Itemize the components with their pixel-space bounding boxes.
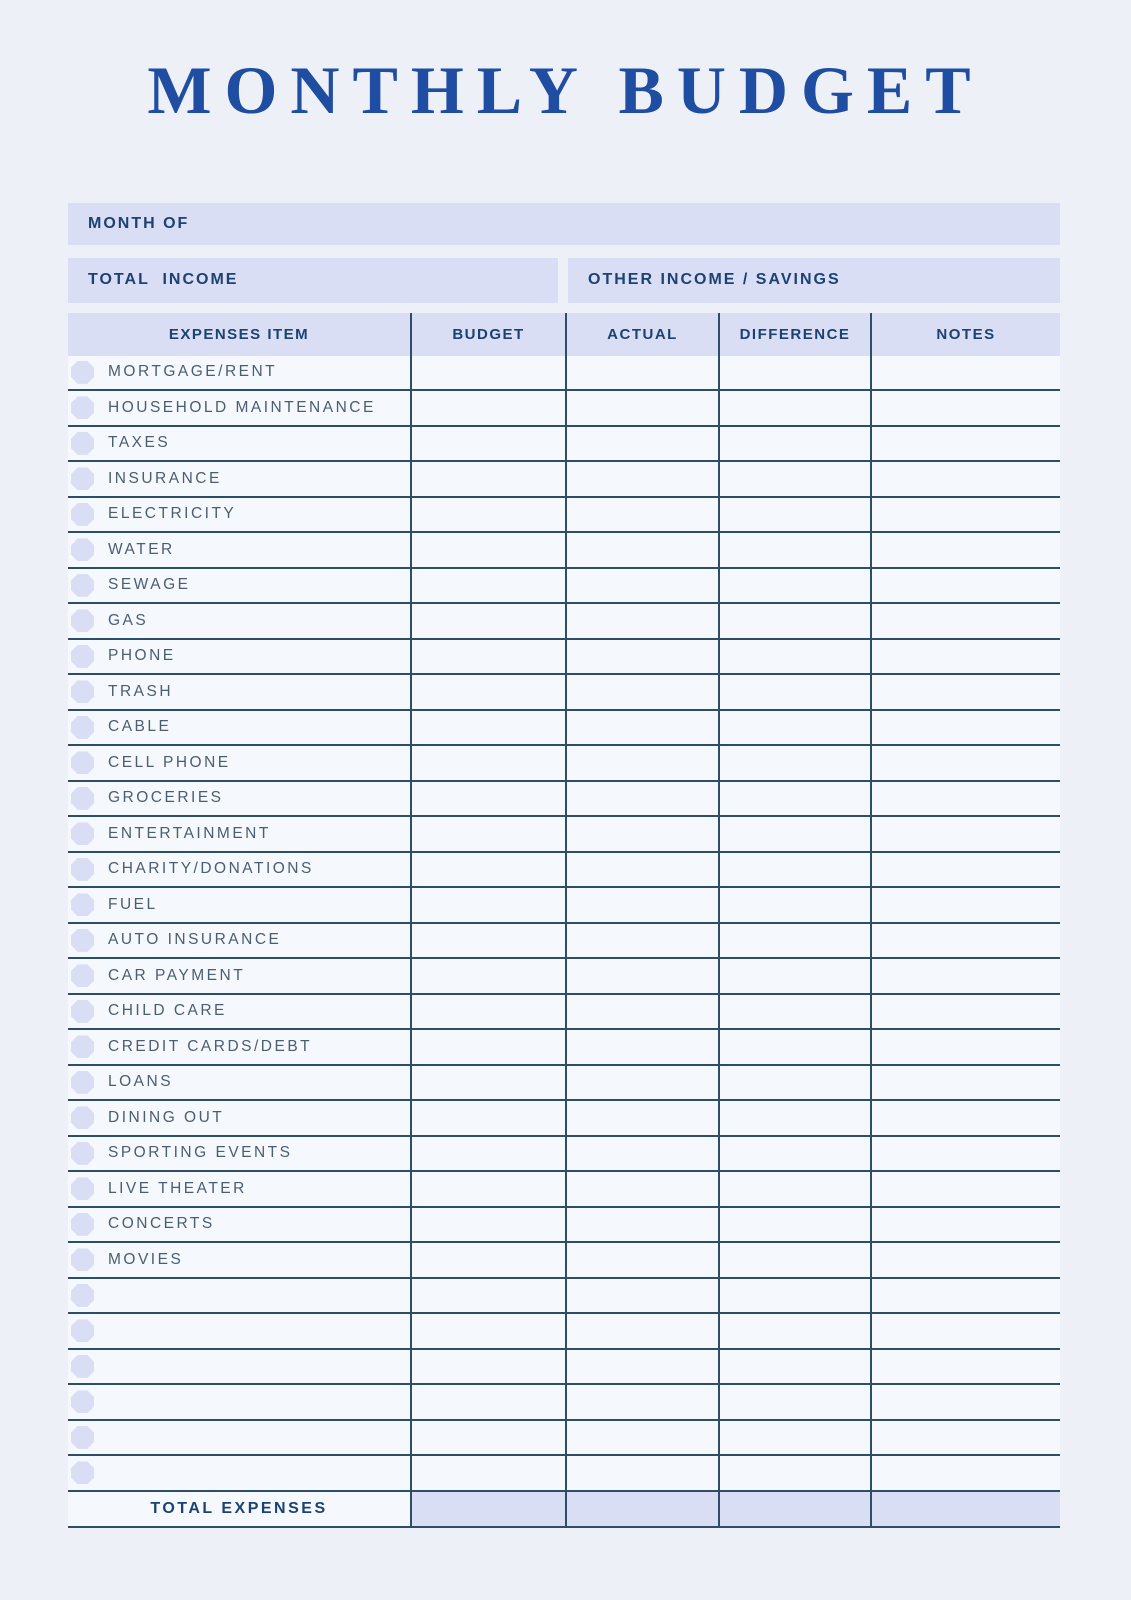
table-row (68, 1385, 1060, 1421)
expense-item-cell (68, 1350, 410, 1384)
total-budget-cell[interactable] (410, 1492, 565, 1526)
bullet-icon (71, 1106, 94, 1129)
notes-cell[interactable] (870, 1456, 1060, 1490)
expense-item-label: WATER (108, 540, 175, 558)
budget-cell[interactable] (410, 782, 565, 816)
notes-cell[interactable] (870, 1030, 1060, 1064)
table-row (68, 995, 1060, 1031)
column-header-difference: DIFFERENCE (718, 313, 870, 356)
expense-item-cell (68, 675, 410, 709)
difference-cell[interactable] (718, 1421, 870, 1455)
expense-item-cell (68, 640, 410, 674)
difference-cell[interactable] (718, 924, 870, 958)
notes-cell[interactable] (870, 356, 1060, 390)
difference-cell[interactable] (718, 498, 870, 532)
budget-cell[interactable] (410, 1350, 565, 1384)
expense-item-label: GROCERIES (108, 789, 224, 807)
budget-cell[interactable] (410, 995, 565, 1029)
bullet-icon (71, 538, 94, 561)
expense-item-label: CREDIT CARDS/DEBT (108, 1037, 313, 1055)
expense-item-cell (68, 1030, 410, 1064)
actual-cell[interactable] (565, 1279, 718, 1313)
budget-cell[interactable] (410, 498, 565, 532)
table-row (68, 1208, 1060, 1244)
table-row (68, 1066, 1060, 1102)
expense-item-cell (68, 995, 410, 1029)
difference-cell[interactable] (718, 1456, 870, 1490)
expense-item-cell (68, 1314, 410, 1348)
expense-item-cell (68, 1172, 410, 1206)
actual-cell[interactable] (565, 1421, 718, 1455)
actual-cell[interactable] (565, 746, 718, 780)
budget-cell[interactable] (410, 640, 565, 674)
total-actual-cell[interactable] (565, 1492, 718, 1526)
bullet-icon (71, 716, 94, 739)
bullet-icon (71, 1284, 94, 1307)
expense-item-label: FUEL (108, 895, 158, 913)
actual-cell[interactable] (565, 1208, 718, 1242)
total-expenses-row (68, 1492, 1060, 1528)
budget-cell[interactable] (410, 959, 565, 993)
bullet-icon (71, 1248, 94, 1271)
expense-item-cell (68, 1456, 410, 1490)
difference-cell[interactable] (718, 427, 870, 461)
difference-cell[interactable] (718, 888, 870, 922)
difference-cell[interactable] (718, 782, 870, 816)
notes-cell[interactable] (870, 1208, 1060, 1242)
actual-cell[interactable] (565, 1243, 718, 1277)
expense-item-label: ENTERTAINMENT (108, 824, 271, 842)
bullet-icon (71, 1390, 94, 1413)
actual-cell[interactable] (565, 533, 718, 567)
expense-item-label: CABLE (108, 718, 172, 736)
notes-cell[interactable] (870, 1243, 1060, 1277)
expense-item-cell (68, 498, 410, 532)
budget-cell[interactable] (410, 427, 565, 461)
budget-cell[interactable] (410, 569, 565, 603)
difference-cell[interactable] (718, 711, 870, 745)
budget-cell[interactable] (410, 391, 565, 425)
bullet-icon (71, 574, 94, 597)
actual-cell[interactable] (565, 498, 718, 532)
expense-item-cell (68, 711, 410, 745)
budget-cell[interactable] (410, 888, 565, 922)
difference-cell[interactable] (718, 1172, 870, 1206)
bullet-icon (71, 1461, 94, 1484)
notes-cell[interactable] (870, 1172, 1060, 1206)
expense-item-cell (68, 604, 410, 638)
table-row (68, 711, 1060, 747)
bullet-icon (71, 609, 94, 632)
table-row (68, 817, 1060, 853)
budget-cell[interactable] (410, 817, 565, 851)
table-row (68, 462, 1060, 498)
budget-cell[interactable] (410, 462, 565, 496)
difference-cell[interactable] (718, 640, 870, 674)
expense-item-label: HOUSEHOLD MAINTENANCE (108, 398, 376, 416)
notes-cell[interactable] (870, 1066, 1060, 1100)
table-row (68, 1172, 1060, 1208)
notes-cell[interactable] (870, 1101, 1060, 1135)
page-title: MONTHLY BUDGET (147, 52, 984, 128)
budget-cell[interactable] (410, 1137, 565, 1171)
budget-cell[interactable] (410, 1314, 565, 1348)
budget-cell[interactable] (410, 1243, 565, 1277)
actual-cell[interactable] (565, 711, 718, 745)
expense-item-label: CHILD CARE (108, 1002, 227, 1020)
notes-cell[interactable] (870, 817, 1060, 851)
actual-cell[interactable] (565, 1385, 718, 1419)
notes-cell[interactable] (870, 604, 1060, 638)
difference-cell[interactable] (718, 1314, 870, 1348)
expense-item-label: PHONE (108, 647, 176, 665)
notes-cell[interactable] (870, 427, 1060, 461)
expense-item-cell (68, 1385, 410, 1419)
expense-item-label: CAR PAYMENT (108, 966, 246, 984)
difference-cell[interactable] (718, 995, 870, 1029)
difference-cell[interactable] (718, 1066, 870, 1100)
actual-cell[interactable] (565, 675, 718, 709)
bullet-icon (71, 1142, 94, 1165)
difference-cell[interactable] (718, 569, 870, 603)
bullet-icon (71, 893, 94, 916)
actual-cell[interactable] (565, 1030, 718, 1064)
expense-item-cell (68, 746, 410, 780)
bullet-icon (71, 361, 94, 384)
difference-cell[interactable] (718, 604, 870, 638)
expense-item-label: DINING OUT (108, 1108, 225, 1126)
column-header-notes: NOTES (870, 313, 1060, 356)
total-expenses-label: TOTAL EXPENSES (150, 1499, 328, 1517)
month-of-field[interactable] (68, 203, 1060, 245)
table-row (68, 356, 1060, 392)
table-header-row (68, 313, 1060, 356)
actual-cell[interactable] (565, 1314, 718, 1348)
actual-cell[interactable] (565, 1350, 718, 1384)
budget-cell[interactable] (410, 604, 565, 638)
expense-item-cell (68, 1066, 410, 1100)
budget-cell[interactable] (410, 853, 565, 887)
total-notes-cell[interactable] (870, 1492, 1060, 1526)
actual-cell[interactable] (565, 959, 718, 993)
budget-cell[interactable] (410, 1279, 565, 1313)
bullet-icon (71, 1213, 94, 1236)
difference-cell[interactable] (718, 1279, 870, 1313)
table-row (68, 959, 1060, 995)
table-row (68, 498, 1060, 534)
budget-cell[interactable] (410, 1421, 565, 1455)
bullet-icon (71, 822, 94, 845)
difference-cell[interactable] (718, 1243, 870, 1277)
bullet-icon (71, 645, 94, 668)
difference-cell[interactable] (718, 1385, 870, 1419)
budget-cell[interactable] (410, 1208, 565, 1242)
budget-cell[interactable] (410, 1172, 565, 1206)
expense-item-cell (68, 1137, 410, 1171)
table-body (68, 356, 1060, 1492)
notes-cell[interactable] (870, 1137, 1060, 1171)
expense-item-label: LIVE THEATER (108, 1179, 247, 1197)
budget-cell[interactable] (410, 1066, 565, 1100)
expense-item-cell (68, 959, 410, 993)
actual-cell[interactable] (565, 569, 718, 603)
actual-cell[interactable] (565, 1137, 718, 1171)
expense-item-cell (68, 817, 410, 851)
notes-cell[interactable] (870, 853, 1060, 887)
difference-cell[interactable] (718, 1101, 870, 1135)
notes-cell[interactable] (870, 1421, 1060, 1455)
actual-cell[interactable] (565, 604, 718, 638)
table-row (68, 1456, 1060, 1492)
difference-cell[interactable] (718, 356, 870, 390)
budget-cell[interactable] (410, 1456, 565, 1490)
notes-cell[interactable] (870, 533, 1060, 567)
actual-cell[interactable] (565, 888, 718, 922)
notes-cell[interactable] (870, 462, 1060, 496)
expense-item-cell (68, 1279, 410, 1313)
expense-item-cell (68, 1421, 410, 1455)
expense-item-label: CHARITY/DONATIONS (108, 860, 314, 878)
bullet-icon (71, 1355, 94, 1378)
notes-cell[interactable] (870, 1350, 1060, 1384)
table-row (68, 427, 1060, 463)
table-row (68, 1279, 1060, 1315)
table-row (68, 1137, 1060, 1173)
expense-item-cell (68, 569, 410, 603)
bullet-icon (71, 1035, 94, 1058)
expense-item-label: TAXES (108, 434, 171, 452)
bullet-icon (71, 1319, 94, 1342)
difference-cell[interactable] (718, 853, 870, 887)
actual-cell[interactable] (565, 924, 718, 958)
budget-cell[interactable] (410, 924, 565, 958)
expense-item-cell (68, 853, 410, 887)
expense-item-cell (68, 888, 410, 922)
difference-cell[interactable] (718, 1030, 870, 1064)
expense-item-label: ELECTRICITY (108, 505, 237, 523)
total-expenses-label-cell (68, 1492, 410, 1526)
actual-cell[interactable] (565, 462, 718, 496)
bullet-icon (71, 503, 94, 526)
total-difference-cell[interactable] (718, 1492, 870, 1526)
document-content (68, 203, 1060, 1528)
table-row (68, 391, 1060, 427)
table-row (68, 1314, 1060, 1350)
bullet-icon (71, 858, 94, 881)
table-row (68, 1101, 1060, 1137)
budget-cell[interactable] (410, 533, 565, 567)
expense-item-label: CELL PHONE (108, 753, 231, 771)
table-row (68, 533, 1060, 569)
expense-item-cell (68, 924, 410, 958)
difference-cell[interactable] (718, 533, 870, 567)
expense-item-cell (68, 1101, 410, 1135)
notes-cell[interactable] (870, 711, 1060, 745)
expense-item-cell (68, 391, 410, 425)
bullet-icon (71, 1000, 94, 1023)
difference-cell[interactable] (718, 746, 870, 780)
expense-item-label: TRASH (108, 682, 174, 700)
expense-item-cell (68, 782, 410, 816)
bullet-icon (71, 680, 94, 703)
table-row (68, 1243, 1060, 1279)
expense-item-label: LOANS (108, 1073, 174, 1091)
table-row (68, 1350, 1060, 1386)
expenses-table (68, 313, 1060, 1528)
other-income-savings-label: OTHER INCOME / SAVINGS (588, 271, 841, 289)
expense-item-cell (68, 1243, 410, 1277)
expense-item-label: GAS (108, 611, 149, 629)
month-of-label: MONTH OF (88, 214, 190, 232)
expense-item-cell (68, 533, 410, 567)
table-row (68, 746, 1060, 782)
expense-item-label: SPORTING EVENTS (108, 1144, 293, 1162)
notes-cell[interactable] (870, 640, 1060, 674)
difference-cell[interactable] (718, 462, 870, 496)
bullet-icon (71, 929, 94, 952)
bullet-icon (71, 751, 94, 774)
budget-cell[interactable] (410, 1101, 565, 1135)
budget-cell[interactable] (410, 1030, 565, 1064)
notes-cell[interactable] (870, 675, 1060, 709)
table-row (68, 1030, 1060, 1066)
notes-cell[interactable] (870, 569, 1060, 603)
actual-cell[interactable] (565, 817, 718, 851)
expense-item-label: SEWAGE (108, 576, 191, 594)
difference-cell[interactable] (718, 817, 870, 851)
table-row (68, 675, 1060, 711)
notes-cell[interactable] (870, 498, 1060, 532)
bullet-icon (71, 1426, 94, 1449)
expense-item-label: MOVIES (108, 1250, 184, 1268)
notes-cell[interactable] (870, 1385, 1060, 1419)
difference-cell[interactable] (718, 1350, 870, 1384)
notes-cell[interactable] (870, 1279, 1060, 1313)
actual-cell[interactable] (565, 853, 718, 887)
expense-item-cell (68, 356, 410, 390)
table-row (68, 888, 1060, 924)
notes-cell[interactable] (870, 959, 1060, 993)
total-income-label: TOTAL INCOME (88, 271, 239, 289)
table-row (68, 569, 1060, 605)
column-header-actual: ACTUAL (565, 313, 718, 356)
notes-cell[interactable] (870, 782, 1060, 816)
expense-item-label: CONCERTS (108, 1215, 215, 1233)
expense-item-cell (68, 1208, 410, 1242)
actual-cell[interactable] (565, 427, 718, 461)
other-income-savings-field[interactable] (568, 258, 1060, 303)
column-header-expenses-item: EXPENSES ITEM (168, 325, 310, 343)
actual-cell[interactable] (565, 356, 718, 390)
bullet-icon (71, 1071, 94, 1094)
expense-item-cell (68, 462, 410, 496)
budget-cell[interactable] (410, 746, 565, 780)
notes-cell[interactable] (870, 1314, 1060, 1348)
budget-cell[interactable] (410, 675, 565, 709)
difference-cell[interactable] (718, 1137, 870, 1171)
table-row (68, 924, 1060, 960)
expense-item-label: AUTO INSURANCE (108, 931, 282, 949)
difference-cell[interactable] (718, 959, 870, 993)
table-row (68, 782, 1060, 818)
budget-cell[interactable] (410, 1385, 565, 1419)
actual-cell[interactable] (565, 640, 718, 674)
bullet-icon (71, 396, 94, 419)
actual-cell[interactable] (565, 391, 718, 425)
total-income-field[interactable] (68, 258, 558, 303)
actual-cell[interactable] (565, 1456, 718, 1490)
expense-item-label: MORTGAGE/RENT (108, 363, 278, 381)
expense-item-cell (68, 427, 410, 461)
budget-cell[interactable] (410, 356, 565, 390)
notes-cell[interactable] (870, 995, 1060, 1029)
table-row (68, 1421, 1060, 1457)
bullet-icon (71, 467, 94, 490)
bullet-icon (71, 1177, 94, 1200)
actual-cell[interactable] (565, 995, 718, 1029)
notes-cell[interactable] (870, 924, 1060, 958)
bullet-icon (71, 787, 94, 810)
expense-item-label: INSURANCE (108, 469, 222, 487)
difference-cell[interactable] (718, 1208, 870, 1242)
actual-cell[interactable] (565, 1101, 718, 1135)
notes-cell[interactable] (870, 746, 1060, 780)
difference-cell[interactable] (718, 675, 870, 709)
income-row (68, 258, 1060, 303)
actual-cell[interactable] (565, 1066, 718, 1100)
table-row (68, 640, 1060, 676)
actual-cell[interactable] (565, 1172, 718, 1206)
column-header-budget: BUDGET (410, 313, 565, 356)
table-row (68, 853, 1060, 889)
notes-cell[interactable] (870, 391, 1060, 425)
bullet-icon (71, 432, 94, 455)
actual-cell[interactable] (565, 782, 718, 816)
budget-cell[interactable] (410, 711, 565, 745)
difference-cell[interactable] (718, 391, 870, 425)
table-row (68, 604, 1060, 640)
bullet-icon (71, 964, 94, 987)
notes-cell[interactable] (870, 888, 1060, 922)
